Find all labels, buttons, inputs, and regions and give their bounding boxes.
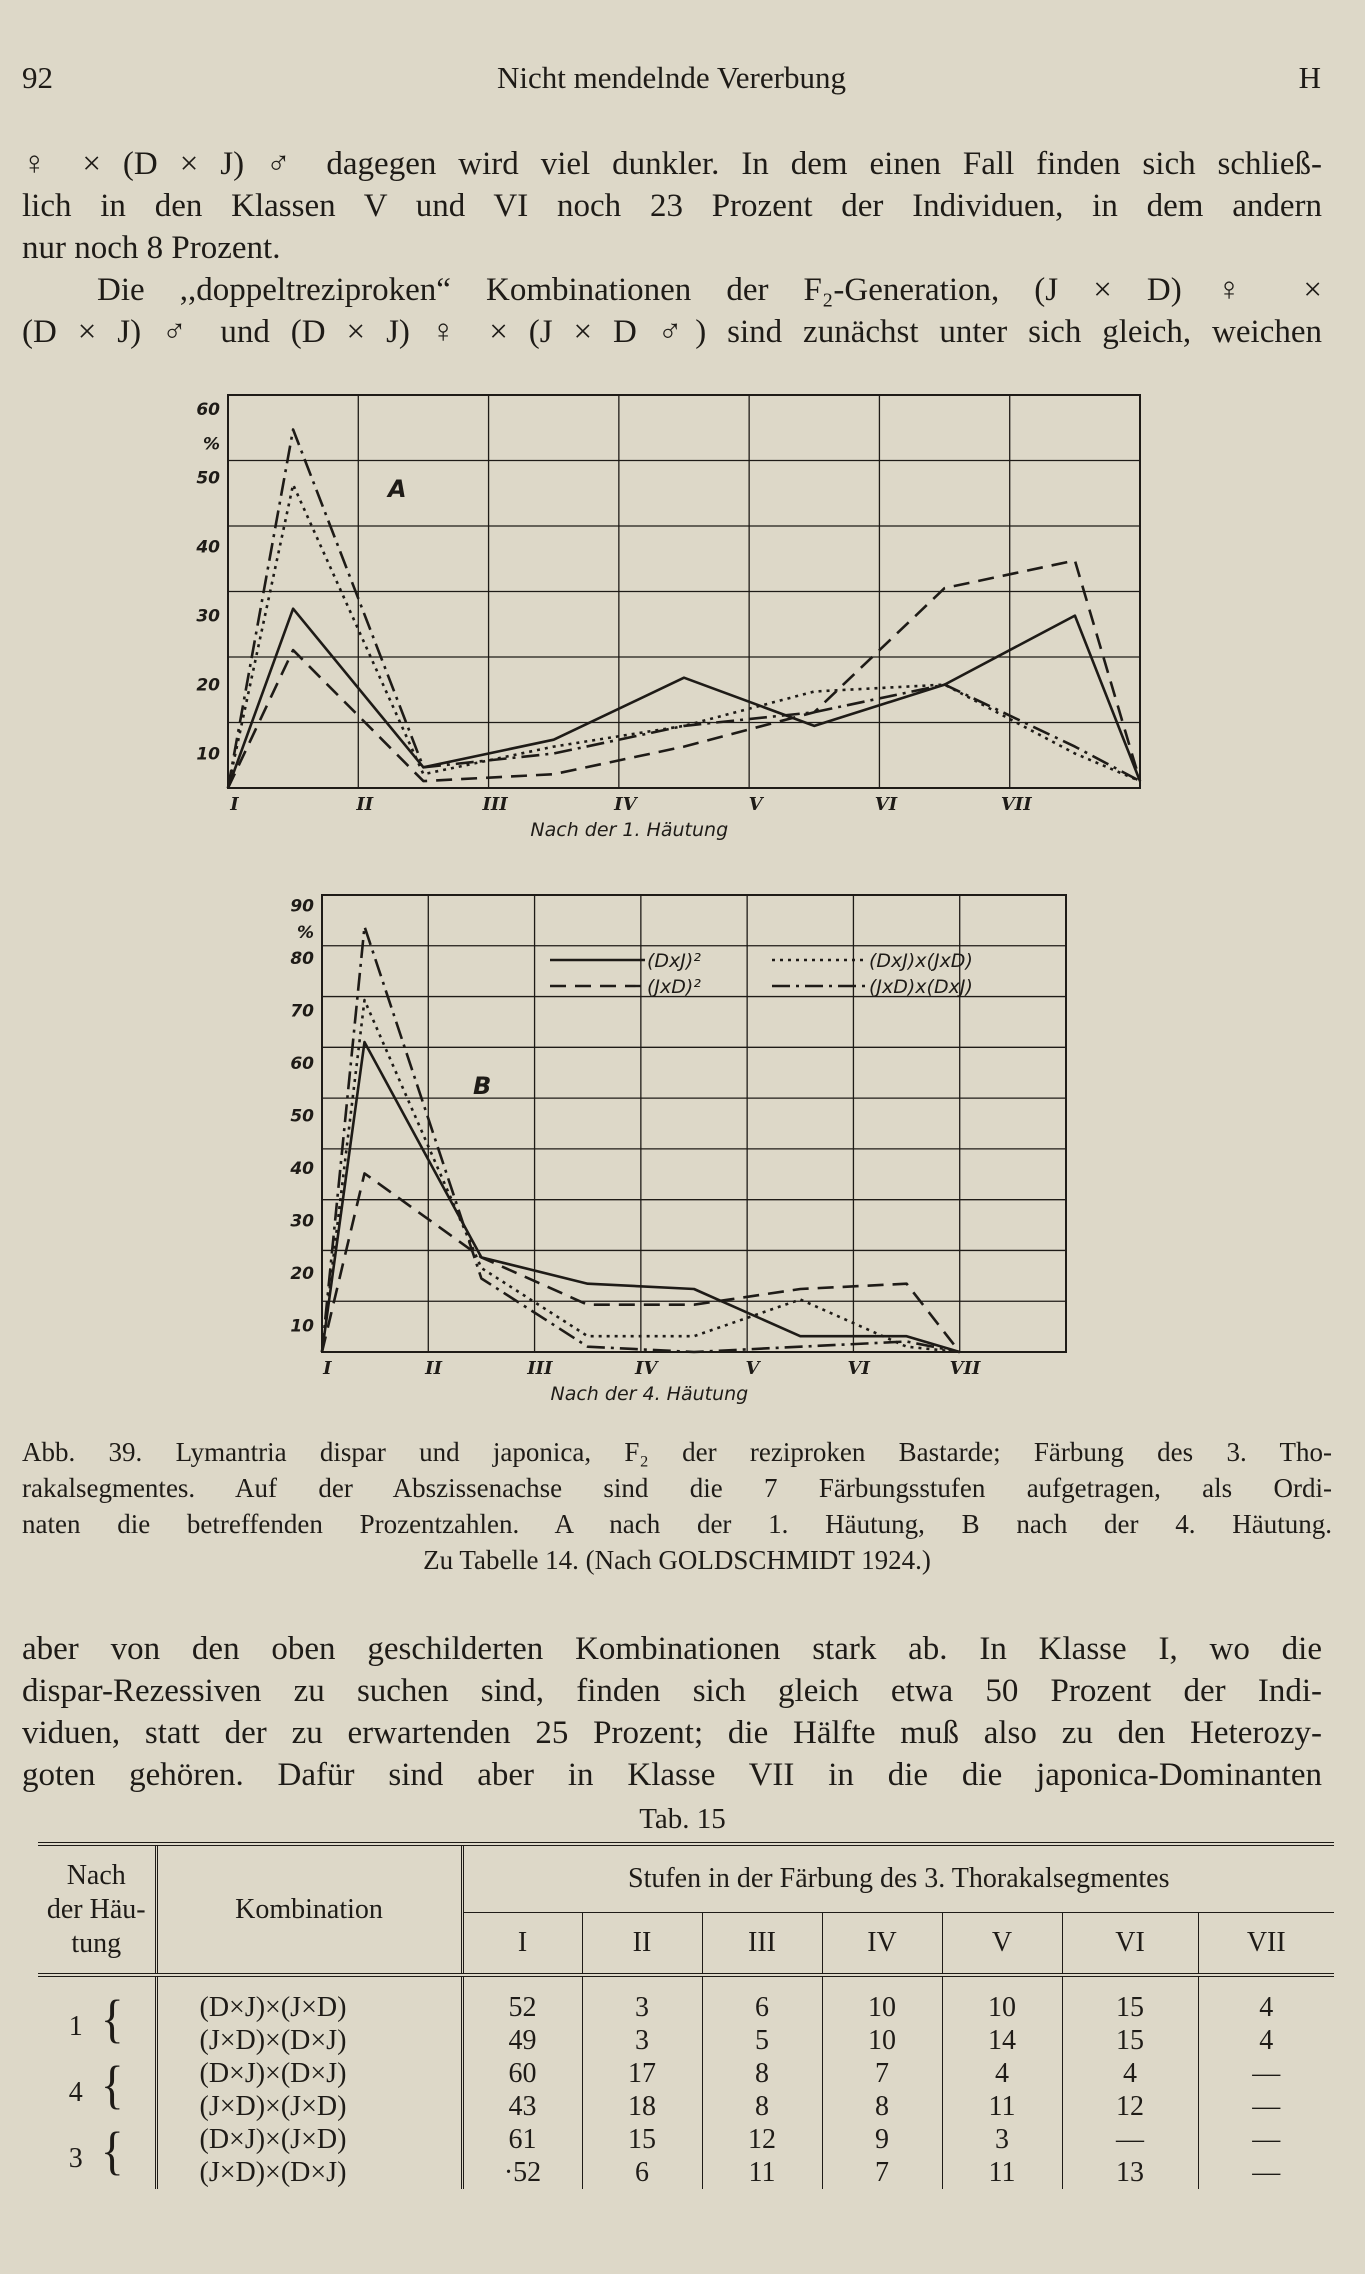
table-title: Tab. 15	[639, 1803, 726, 1835]
value-cell: 15	[1062, 1975, 1198, 2024]
value-cell: 7	[822, 2057, 942, 2090]
value-cell: 7	[822, 2156, 942, 2189]
value-cell: —	[1198, 2057, 1334, 2090]
series-line	[228, 609, 1140, 788]
stage-header: VII	[1198, 1913, 1334, 1976]
value-cell: 52	[462, 1975, 582, 2024]
y-tick-label: 50	[196, 468, 220, 489]
text-line: (D × J) ♂ und (D × J) ♀ × (J × D ♂) sind zunächst unter sich gleich, weichen	[22, 314, 1322, 350]
caption-line: rakalsegmentes. Auf der Abszissenachse sind die 7 Färbungsstufen aufgetragen, als Ordi-	[22, 1473, 1332, 1503]
text-line: nur noch 8 Prozent.	[22, 230, 281, 266]
header-stufen: Stufen in der Färbung des 3. Thorakalsegmentes	[462, 1844, 1334, 1913]
stage-header: II	[582, 1913, 702, 1976]
x-tick-label: II	[425, 1358, 443, 1379]
x-axis-title: Nach der 1. Häutung	[530, 819, 729, 841]
text-line: aber von den oben geschilderten Kombinationen stark ab. In Klasse I, wo die	[22, 1631, 1322, 1667]
y-axis-unit: %	[202, 434, 220, 455]
value-cell: —	[1198, 2090, 1334, 2123]
text-line: viduen, statt der zu erwartenden 25 Prozent; die Hälfte muß also zu den Heterozy-	[22, 1715, 1322, 1751]
value-cell: 9	[822, 2123, 942, 2156]
series-line	[228, 561, 1140, 789]
y-tick-label: 40	[196, 537, 220, 558]
x-tick-label: I	[323, 1358, 332, 1379]
x-tick-label: V	[748, 794, 763, 815]
x-tick-label: VII	[1000, 794, 1032, 815]
y-tick-label: 30	[196, 606, 220, 627]
value-cell: 3	[942, 2123, 1062, 2156]
x-tick-label: VI	[847, 1358, 870, 1379]
x-tick-label: III	[482, 794, 508, 815]
value-cell: 13	[1062, 2156, 1198, 2189]
y-tick-label: 10	[290, 1316, 314, 1337]
legend-label: (DxJ)²	[647, 950, 701, 972]
data-table	[38, 1842, 1334, 2189]
caption-line: naten die betreffenden Prozentzahlen. A nach der 1. Häutung, B nach der 4. Häutung.	[22, 1509, 1332, 1539]
panel-label: B	[473, 1072, 492, 1100]
y-tick-label: 20	[290, 1264, 314, 1285]
legend-label: (JxD)²	[647, 976, 701, 998]
x-tick-label: IV	[634, 1358, 658, 1379]
value-cell: 11	[942, 2156, 1062, 2189]
kombination-cell: (D×J)×(D×J)	[156, 2057, 462, 2090]
x-axis-title: Nach der 4. Häutung	[550, 1383, 749, 1405]
value-cell: 60	[462, 2057, 582, 2090]
y-tick-label: 30	[290, 1211, 314, 1232]
value-cell: 12	[702, 2123, 822, 2156]
y-tick-label: 50	[290, 1106, 314, 1127]
value-cell: 49	[462, 2024, 582, 2057]
y-tick-label: 60	[196, 399, 220, 420]
value-cell: 6	[702, 1975, 822, 2024]
text-line: lich in den Klassen V und VI noch 23 Prozent der Individuen, in dem andern	[22, 188, 1322, 224]
kombination-cell: (J×D)×(J×D)	[156, 2090, 462, 2123]
table-row	[38, 2024, 1334, 2057]
value-cell: 6	[582, 2156, 702, 2189]
group-label: 3 {	[68, 2122, 124, 2181]
value-cell: 4	[1062, 2057, 1198, 2090]
table-row	[38, 2090, 1334, 2123]
value-cell: 3	[582, 1975, 702, 2024]
value-cell: 15	[582, 2123, 702, 2156]
x-tick-label: VII	[949, 1358, 981, 1379]
table-row	[38, 2123, 1334, 2156]
x-tick-label: II	[356, 794, 374, 815]
value-cell: 14	[942, 2024, 1062, 2057]
y-axis-unit: %	[296, 922, 314, 943]
value-cell: 8	[702, 2090, 822, 2123]
section-mark: H	[1298, 60, 1321, 95]
page-number: 92	[22, 60, 53, 95]
header-kombination: Kombination	[156, 1844, 462, 1975]
text-line: goten gehören. Dafür sind aber in Klasse VII in die die japonica-Dominanten	[22, 1757, 1322, 1793]
y-tick-label: 60	[290, 1054, 314, 1075]
value-cell: ·52	[462, 2156, 582, 2189]
running-header	[22, 60, 1321, 100]
text-line: Die ,,doppeltreziproken“ Kombinationen der F₂-Generation, (J × D) ♀ ×	[97, 272, 1322, 308]
value-cell: 4	[1198, 1975, 1334, 2024]
value-cell: 17	[582, 2057, 702, 2090]
value-cell: 15	[1062, 2024, 1198, 2057]
value-cell: 3	[582, 2024, 702, 2057]
value-cell: 8	[702, 2057, 822, 2090]
stage-header: IV	[822, 1913, 942, 1976]
x-tick-label: VI	[874, 794, 898, 815]
panel-label: A	[388, 475, 407, 503]
y-tick-label: 70	[290, 1001, 314, 1022]
value-cell: 12	[1062, 2090, 1198, 2123]
stage-header: V	[942, 1913, 1062, 1976]
stage-header: III	[702, 1913, 822, 1976]
kombination-cell: (D×J)×(J×D)	[156, 2123, 462, 2156]
group-label: 1 {	[68, 1990, 124, 2049]
value-cell: 18	[582, 2090, 702, 2123]
x-tick-label: IV	[614, 794, 637, 815]
paragraph-bottom	[22, 1628, 1322, 1796]
y-tick-label: 40	[290, 1159, 314, 1180]
table-row	[38, 1975, 1334, 2024]
y-tick-label: 80	[290, 949, 314, 970]
caption-line: Abb. 39. Lymantria dispar und japonica, F₂ der reziproken Bastarde; Färbung des 3. Tho-	[22, 1437, 1332, 1467]
stage-header: I	[462, 1913, 582, 1976]
value-cell: —	[1198, 2123, 1334, 2156]
value-cell: 11	[942, 2090, 1062, 2123]
value-cell: 11	[702, 2156, 822, 2189]
y-tick-label: 90	[290, 896, 314, 917]
chart-a	[160, 385, 1160, 855]
x-tick-label: V	[745, 1358, 760, 1379]
value-cell: 5	[702, 2024, 822, 2057]
legend-label: (DxJ)x(JxD)	[869, 950, 973, 972]
y-tick-label: 20	[196, 675, 220, 696]
group-label: 4 {	[68, 2056, 124, 2115]
figure-caption	[22, 1434, 1332, 1578]
text-line: dispar-Rezessiven zu suchen sind, finden sich gleich etwa 50 Prozent der Indi-	[22, 1673, 1322, 1709]
series-line	[228, 430, 1140, 789]
stage-header: VI	[1062, 1913, 1198, 1976]
chart-b	[160, 885, 1160, 1425]
series-line	[228, 485, 1140, 788]
x-tick-label: III	[527, 1358, 553, 1379]
chapter-title: Nicht mendelnde Vererbung	[497, 60, 846, 95]
kombination-cell: (D×J)×(J×D)	[156, 1975, 462, 2024]
y-tick-label: 10	[196, 744, 220, 765]
value-cell: 4	[1198, 2024, 1334, 2057]
value-cell: 10	[822, 2024, 942, 2057]
header-nach-der-hautung: Nach der Häu- tung	[38, 1844, 156, 1975]
value-cell: 4	[942, 2057, 1062, 2090]
table-row	[38, 2057, 1334, 2090]
value-cell: 43	[462, 2090, 582, 2123]
text-line: ♀ × (D × J) ♂ dagegen wird viel dunkler. In dem einen Fall finden sich schließ-	[22, 146, 1322, 182]
value-cell: —	[1062, 2123, 1198, 2156]
x-tick-label: I	[230, 794, 239, 815]
value-cell: 8	[822, 2090, 942, 2123]
table-row	[38, 2156, 1334, 2189]
legend-label: (JxD)x(DxJ)	[869, 976, 973, 998]
value-cell: 10	[822, 1975, 942, 2024]
paragraph-top	[22, 143, 1322, 353]
kombination-cell: (J×D)×(D×J)	[156, 2024, 462, 2057]
value-cell: —	[1198, 2156, 1334, 2189]
value-cell: 10	[942, 1975, 1062, 2024]
caption-line: Zu Tabelle 14. (Nach GOLDSCHMIDT 1924.)	[423, 1545, 931, 1575]
kombination-cell: (J×D)×(D×J)	[156, 2156, 462, 2189]
value-cell: 61	[462, 2123, 582, 2156]
